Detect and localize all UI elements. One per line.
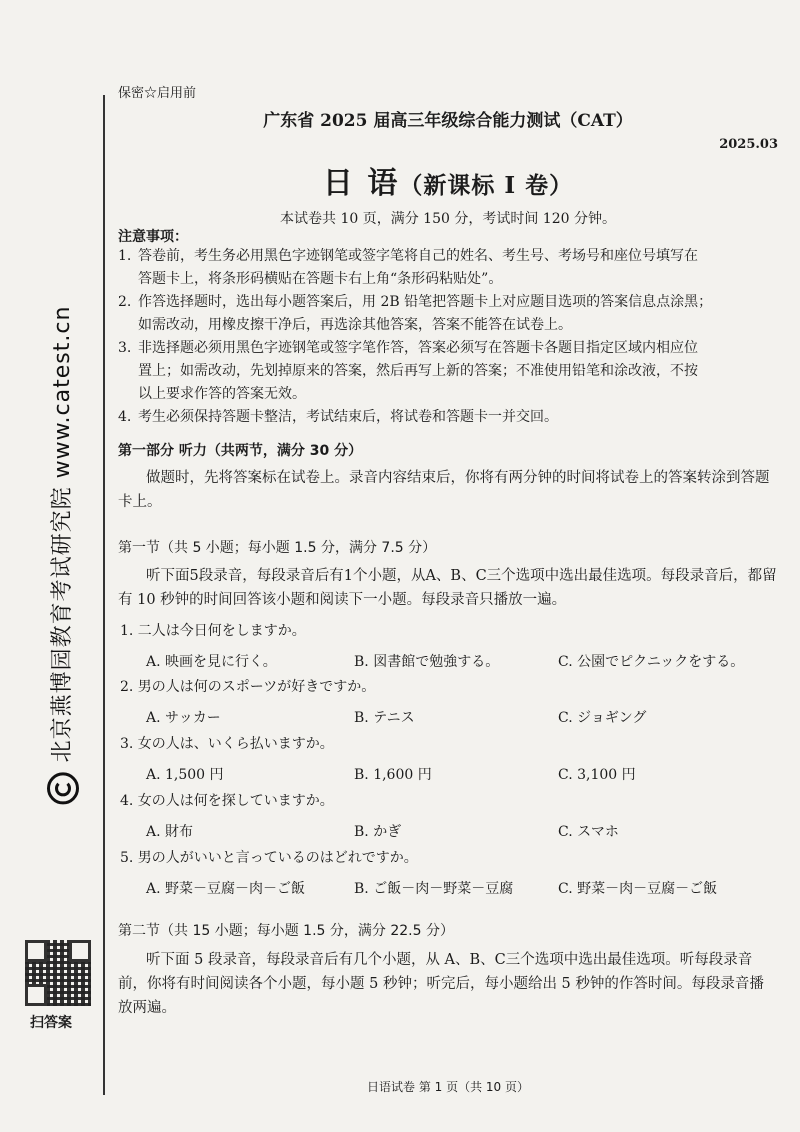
note-item xyxy=(118,291,778,337)
note-line: 置上；如需改动，先划掉原来的答案，然后再写上新的答案；不准使用铅笔和涂改液，不按 xyxy=(138,363,698,379)
question-4: 4. 女の人は何を探していますか。 xyxy=(120,793,334,809)
option-a[interactable]: A. 財布 xyxy=(146,824,194,840)
section2-heading: 第二节（共 15 小题；每小题 1.5 分，满分 22.5 分） xyxy=(118,923,454,939)
option-c[interactable]: C. スマホ xyxy=(558,824,619,840)
option-c[interactable]: C. ジョギング xyxy=(558,710,647,726)
note-item xyxy=(118,406,778,429)
option-a[interactable]: A. 映画を見に行く。 xyxy=(146,654,277,670)
section1-heading: 第一节（共 5 小题；每小题 1.5 分，满分 7.5 分） xyxy=(118,540,437,556)
notes-heading: 注意事项： xyxy=(118,229,188,245)
option-a[interactable]: A. 野菜－豆腐－肉－ご飯 xyxy=(146,881,306,897)
option-a[interactable]: A. 1,500 円 xyxy=(146,767,224,783)
option-c[interactable]: C. 3,100 円 xyxy=(558,767,636,783)
publisher-watermark xyxy=(45,306,79,805)
page-footer: 日语试卷 第 1 页（共 10 页） xyxy=(367,1080,529,1094)
margin-divider xyxy=(103,95,105,1095)
question-1: 1. 二人は今日何をしますか。 xyxy=(120,623,306,639)
note-line: 非选择题必须用黑色字迹钢笔或签字笔作答，答案必须写在答题卡各题目指定区域内相应位 xyxy=(138,340,698,356)
option-c[interactable]: C. 野菜－肉－豆腐－ご飯 xyxy=(558,881,718,897)
exam-title: 广东省 2025 届高三年级综合能力测试（CAT） xyxy=(263,111,633,131)
option-b[interactable]: B. ご飯－肉－野菜－豆腐 xyxy=(354,881,514,897)
subject-title xyxy=(118,158,778,202)
option-b[interactable]: B. 図書館で勉強する。 xyxy=(354,654,500,670)
note-line: 答题卡上，将条形码横贴在答题卡右上角“条形码粘贴处”。 xyxy=(138,271,503,287)
note-line: 考生必须保持答题卡整洁，考试结束后，将试卷和答题卡一并交回。 xyxy=(138,409,558,425)
option-b[interactable]: B. 1,600 円 xyxy=(354,767,432,783)
publisher-logo-icon xyxy=(47,772,79,804)
note-line: 以上要求作答的答案无效。 xyxy=(138,386,306,402)
note-line: 如需改动，用橡皮擦干净后，再选涂其他答案，答案不能答在试卷上。 xyxy=(138,317,572,333)
option-a[interactable]: A. サッカー xyxy=(146,710,221,726)
option-c[interactable]: C. 公園でピクニックをする。 xyxy=(558,654,745,670)
binding-margin xyxy=(0,0,112,1132)
option-b[interactable]: B. かぎ xyxy=(354,824,402,840)
note-item xyxy=(118,245,778,291)
part1-heading: 第一部分 听力（共两节，满分 30 分） xyxy=(118,443,363,459)
watermark-text: 北京燕博园教育考试研究院 www.catest.cn xyxy=(50,305,75,763)
qr-label: 扫答案 xyxy=(30,1015,72,1031)
section1-intro: 听下面5段录音，每段录音后有1个小题，从A、B、C三个选项中选出最佳选项。每段录音后，都留有 10 秒钟的时间回答该小题和阅读下一小题。每段录音只播放一遍。 xyxy=(118,568,777,608)
confidential-label: 保密☆启用前 xyxy=(118,86,197,101)
note-line: 答卷前，考生务必用黑色字迹钢笔或签字笔将自己的姓名、考生号、考场号和座位号填写在 xyxy=(138,248,698,264)
subject-paper: （新课标 I 卷） xyxy=(399,172,574,199)
paper-info: 本试卷共 10 页，满分 150 分，考试时间 120 分钟。 xyxy=(280,211,616,227)
note-number: 2. xyxy=(118,294,132,310)
qr-code-icon[interactable] xyxy=(25,940,91,1006)
part1-intro: 做题时，先将答案标在试卷上。录音内容结束后，你将有两分钟的时间将试卷上的答案转涂到答题卡上。 xyxy=(118,470,770,510)
subject-name: 日 语 xyxy=(322,166,400,201)
question-2: 2. 男の人は何のスポーツが好きですか。 xyxy=(120,679,376,695)
section2-intro: 听下面 5 段录音，每段录音后有几个小题，从 A、B、C三个选项中选出最佳选项。听每段录音前，你将有时间阅读各个小题，每小题 5 秒钟；听完后，每小题给出 5 秒钟的作答时间。每段录音播放两遍。 xyxy=(118,952,764,1016)
note-item xyxy=(118,337,778,406)
question-5: 5. 男の人がいいと言っているのはどれですか。 xyxy=(120,850,418,866)
exam-date: 2025.03 xyxy=(719,137,778,152)
note-number: 4. xyxy=(118,409,132,425)
question-3: 3. 女の人は、いくら払いますか。 xyxy=(120,736,334,752)
note-line: 作答选择题时，选出每小题答案后，用 2B 铅笔把答题卡上对应题目选项的答案信息点涂黑； xyxy=(138,294,713,310)
option-b[interactable]: B. テニス xyxy=(354,710,415,726)
note-number: 1. xyxy=(118,248,132,264)
note-number: 3. xyxy=(118,340,132,356)
